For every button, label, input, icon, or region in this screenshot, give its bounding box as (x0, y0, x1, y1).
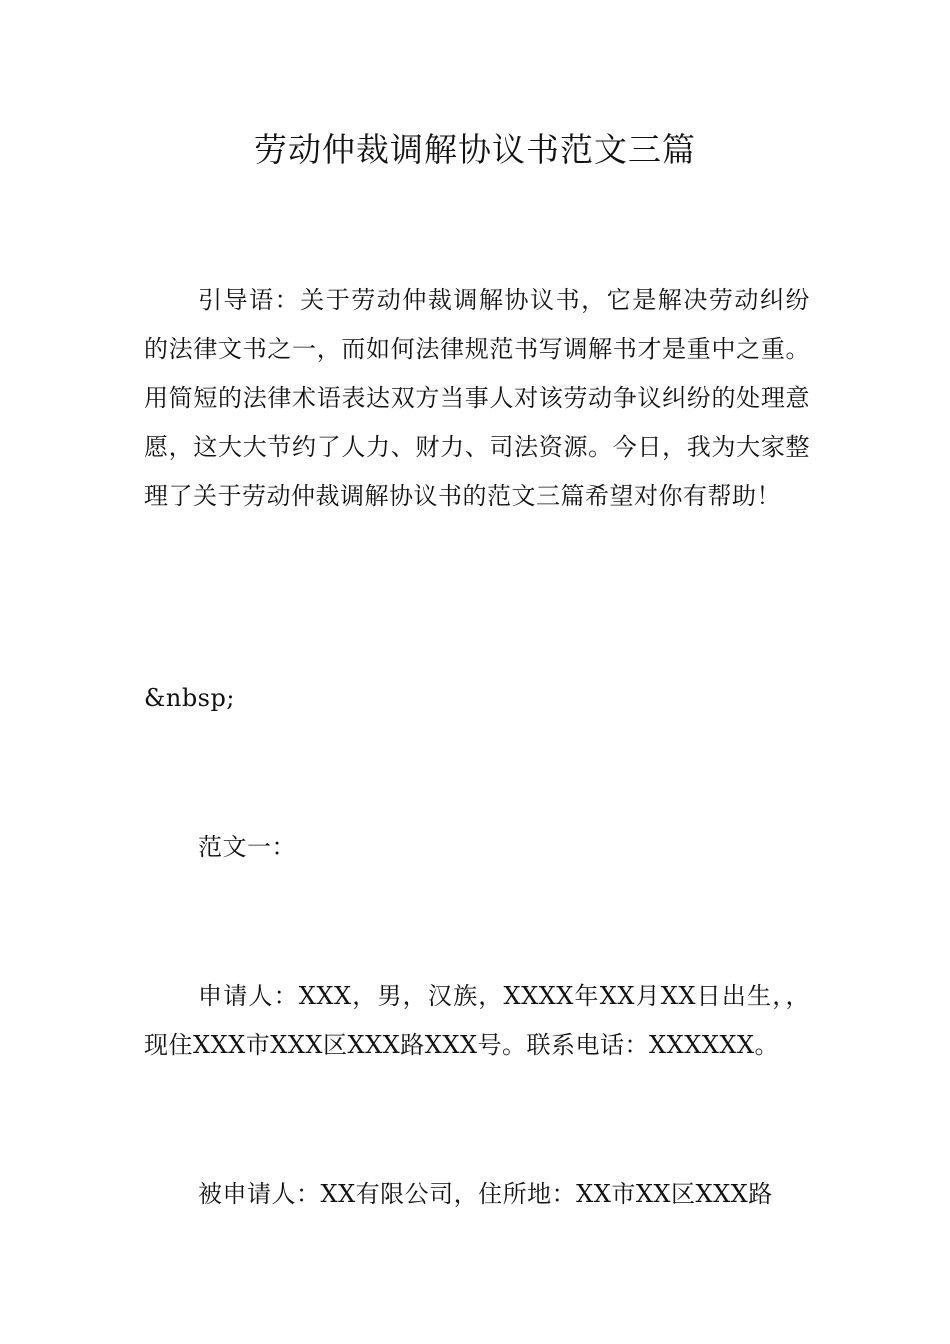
nbsp-line: &nbsp; (144, 684, 235, 712)
intro-paragraph: 引导语：关于劳动仲裁调解协议书，它是解决劳动纠纷的法律文书之一，而如何法律规范书写调解书才是重中之重。用简短的法律术语表达双方当事人对该劳动争议纠纷的处理意愿，这大大节约了人力、财力、司法资源。今日，我为大家整理了关于劳动仲裁调解协议书的范文三篇希望对你有帮助！ (144, 286, 810, 510)
document-title: 劳动仲裁调解协议书范文三篇 (254, 130, 696, 169)
respondent-paragraph: 被申请人：XX有限公司，住所地：XX市XX区XXX路 (198, 1180, 773, 1208)
applicant-paragraph: 申请人：XXX，男，汉族，XXXX年XX月XX日出生，，现住XXX市XXX区XXX路XXX号。联系电话：XXXXXX。 (144, 982, 810, 1059)
sample-heading: 范文一： (198, 833, 296, 861)
